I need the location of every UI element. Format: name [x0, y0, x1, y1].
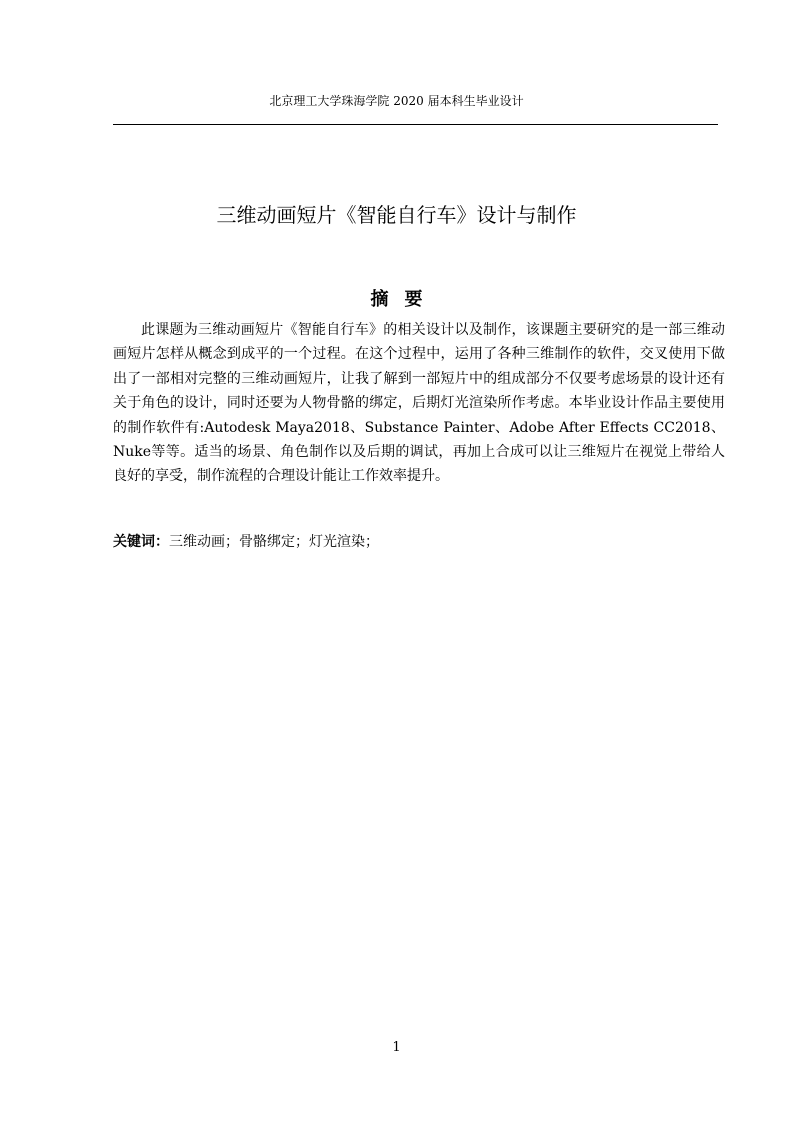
running-header: 北京理工大学珠海学院 2020 届本科生毕业设计 — [269, 94, 524, 108]
abstract-heading: 摘要 — [370, 289, 439, 310]
abstract-body: 此课题为三维动画短片《智能自行车》的相关设计以及制作，该课题主要研究的是一部三维动画短片怎样从概念到成平的一个过程。在这个过程中，运用了各种三维制作的软件，交叉使用下做出了一部相对完整的三维动画短片，让我了解到一部短片中的组成部分不仅要考虑场景的设计还有关于角色的设计，同时还要为人物骨骼的绑定，后期灯光渲染所作考虑。本毕业设计作品主要使用的制作软件有:Autodesk Maya2018、Substance Painter、Adobe After Effects CC2018、Nuke等等。适当的场景、角色制作以及后期的调试，再加上合成可以让三维短片在视觉上带给人良好的享受，制作流程的合理设计能让工作效率提升。 — [113, 322, 725, 485]
keywords-line — [113, 530, 725, 554]
document-title: 三维动画短片《智能自行车》设计与制作 — [216, 203, 577, 227]
header-divider — [113, 124, 718, 125]
keywords-value: 三维动画；骨骼绑定；灯光渲染； — [169, 534, 379, 550]
keywords-label: 关键词： — [113, 534, 169, 550]
page-number: 1 — [392, 1040, 401, 1055]
